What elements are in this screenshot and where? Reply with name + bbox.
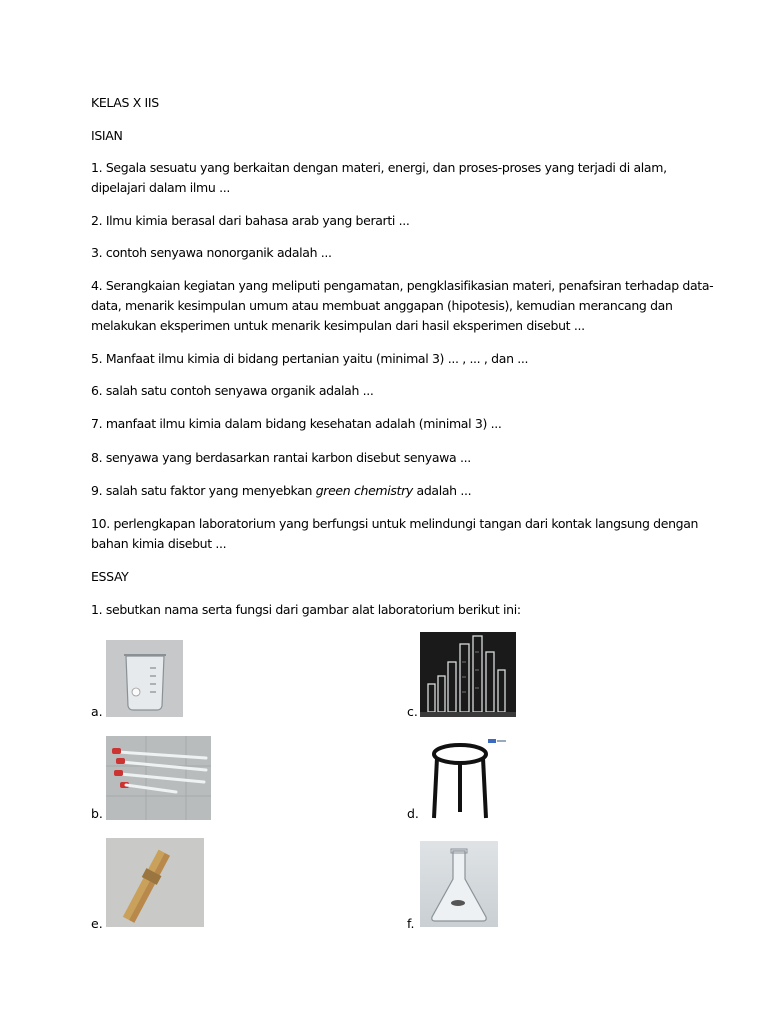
question-1-line-1: 1. Segala sesuatu yang berkaitan dengan materi, energi, dan proses-proses yang terjadi di alam,	[91, 160, 667, 175]
question-4-line-3: melakukan eksperimen untuk menarik kesimpulan dari hasil eksperimen disebut ...	[91, 318, 585, 333]
question-5: 5. Manfaat ilmu kimia di bidang pertanian yaitu (minimal 3) ... , ... , dan ...	[91, 351, 529, 366]
question-9-suffix: adalah ...	[412, 483, 472, 498]
question-7: 7. manfaat ilmu kimia dalam bidang kesehatan adalah (minimal 3) ...	[91, 416, 502, 431]
question-9	[91, 481, 471, 501]
test-tube-clamp-icon	[106, 838, 204, 927]
question-4-line-1: 4. Serangkaian kegiatan yang meliputi pengamatan, pengklasifikasian materi, penafsiran terhadap data-	[91, 278, 714, 293]
section-essay-heading: ESSAY	[91, 569, 129, 584]
question-4-line-2: data, menarik kesimpulan umum atau membuat anggapan (hipotesis), kemudian merancang dan	[91, 298, 673, 313]
question-9-green-chemistry: green chemistry	[315, 483, 413, 498]
item-d-label: d.	[407, 806, 419, 821]
item-b-label: b.	[91, 806, 103, 821]
question-3: 3. contoh senyawa nonorganik adalah ...	[91, 245, 332, 260]
question-10-line-1: 10. perlengkapan laboratorium yang berfungsi untuk melindungi tangan dari kontak langsung dengan	[91, 516, 699, 531]
item-f-label: f.	[407, 916, 415, 931]
question-9-prefix: 9. salah satu faktor yang menyebkan	[91, 483, 316, 498]
question-1-line-2: dipelajari dalam ilmu ...	[91, 180, 230, 195]
test-tubes-icon	[106, 736, 211, 820]
graduated-cylinders-icon	[420, 632, 516, 717]
item-e-label: e.	[91, 916, 103, 931]
erlenmeyer-flask-icon	[420, 841, 498, 927]
section-isian-heading: ISIAN	[91, 128, 123, 143]
item-c-label: c.	[407, 704, 418, 719]
question-6: 6. salah satu contoh senyawa organik adalah ...	[91, 383, 374, 398]
item-a-label: a.	[91, 704, 103, 719]
question-10-line-2: bahan kimia disebut ...	[91, 536, 227, 551]
question-8: 8. senyawa yang berdasarkan rantai karbon disebut senyawa ...	[91, 450, 471, 465]
question-2: 2. Ilmu kimia berasal dari bahasa arab yang berarti ...	[91, 213, 410, 228]
tripod-stand-icon	[420, 734, 508, 820]
beaker-icon	[106, 640, 183, 717]
class-title: KELAS X IIS	[91, 95, 159, 110]
essay-question-1: 1. sebutkan nama serta fungsi dari gambar alat laboratorium berikut ini:	[91, 602, 521, 617]
